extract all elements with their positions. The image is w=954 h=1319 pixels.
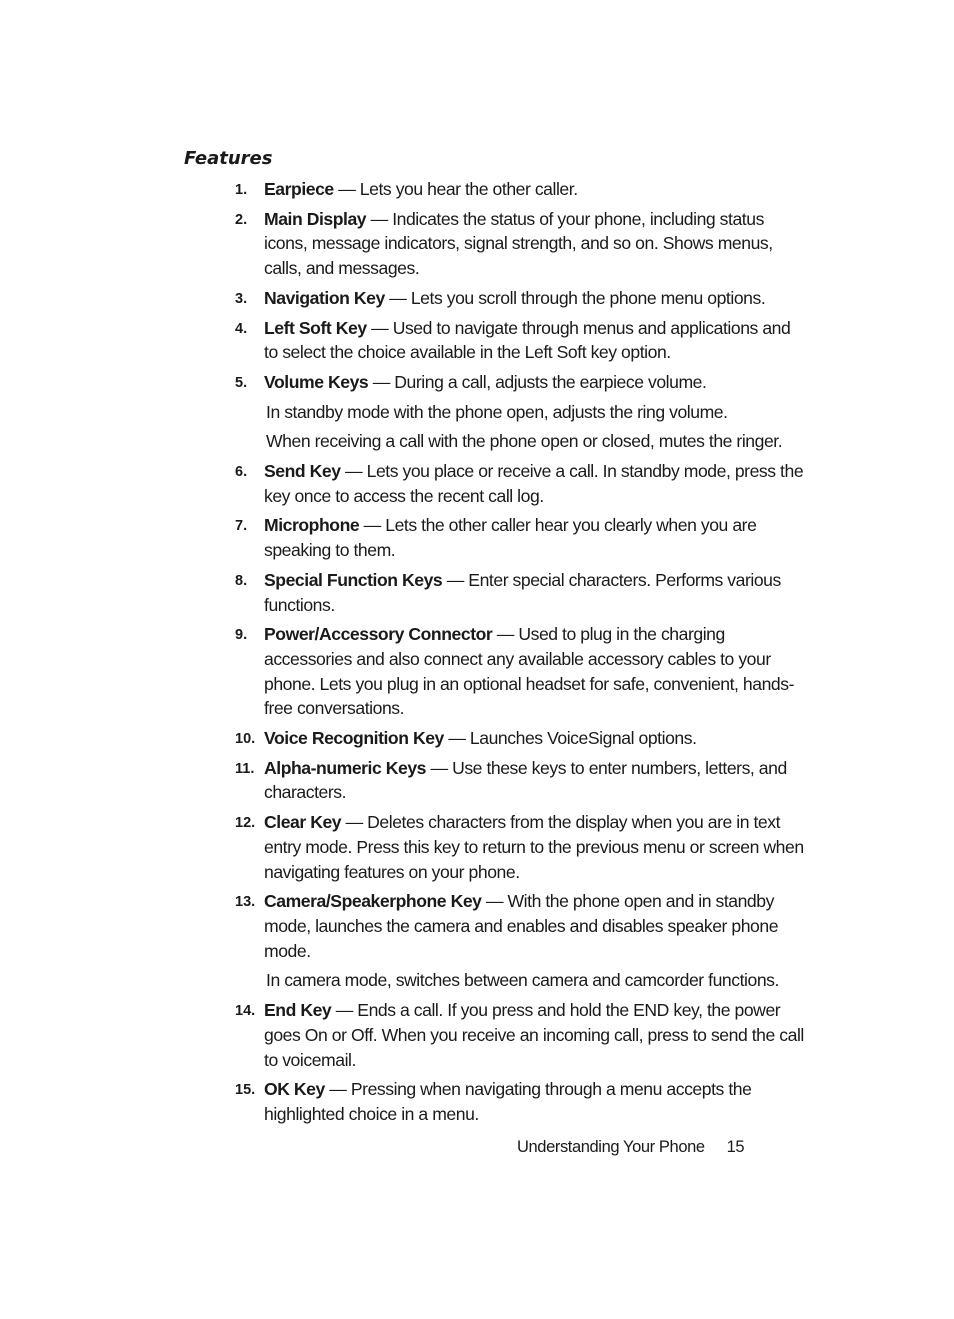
- item-number: 7.: [235, 518, 248, 535]
- item-term: OK Key: [264, 1079, 325, 1100]
- footer-chapter: Understanding Your Phone: [517, 1138, 705, 1156]
- list-item: [235, 370, 805, 454]
- page-footer: [517, 1136, 744, 1158]
- item-description: Lets the other caller hear you clearly when you are speaking to them.: [264, 515, 757, 561]
- item-text: Power/Accessory Connector — Used to plug in the charging accessories and also connect any available accessory cables to your phone. Lets you plug in an optional headset for safe, convenient, hands-free conversations.: [264, 624, 795, 719]
- item-number: 2.: [235, 211, 248, 228]
- list-item: [235, 316, 805, 365]
- list-item: [235, 622, 805, 721]
- list-item: [235, 810, 805, 884]
- list-item: [235, 889, 805, 993]
- item-description: During a call, adjusts the earpiece volume.: [394, 371, 707, 392]
- item-description: Deletes characters from the display when you are in text entry mode. Press this key to return to the previous menu or screen when navigating features on your phone.: [264, 812, 804, 882]
- list-item: [235, 998, 805, 1072]
- item-text: Alpha-numeric Keys — Use these keys to enter numbers, letters, and characters.: [264, 757, 787, 803]
- item-description: Lets you place or receive a call. In standby mode, press the key once to access the recent call log.: [264, 461, 804, 506]
- item-description: Ends a call. If you press and hold the END key, the power goes On or Off. When you receive an incoming call, press to send the call to voicemail.: [264, 1000, 804, 1070]
- item-number: 6.: [235, 464, 248, 481]
- item-number: 13.: [235, 894, 256, 911]
- page-number: 15: [726, 1138, 745, 1156]
- item-text: Camera/Speakerphone Key — With the phone open and in standby mode, launches the camera and enables and disables speaker phone mode.: [264, 891, 779, 961]
- item-term: Navigation Key: [264, 287, 385, 308]
- item-term: Microphone: [264, 515, 360, 536]
- item-text: Navigation Key — Lets you scroll through the phone menu options.: [264, 287, 766, 308]
- item-term: Camera/Speakerphone Key: [264, 891, 482, 912]
- item-number: 15.: [235, 1082, 256, 1099]
- item-term: Send Key: [264, 461, 341, 482]
- list-item: [235, 286, 805, 311]
- item-number: 8.: [235, 572, 248, 589]
- list-item: [235, 1077, 805, 1126]
- feature-list: [235, 177, 805, 1132]
- item-text: OK Key — Pressing when navigating through a menu accepts the highlighted choice in a menu.: [264, 1079, 752, 1124]
- item-text: Microphone — Lets the other caller hear you clearly when you are speaking to them.: [264, 515, 757, 561]
- item-number: 14.: [235, 1003, 256, 1020]
- item-term: End Key: [264, 1000, 332, 1021]
- item-text: Clear Key — Deletes characters from the display when you are in text entry mode. Press this key to return to the previous menu or screen when navigating features on your phone.: [264, 812, 804, 882]
- list-item: [235, 756, 805, 805]
- item-number: 5.: [235, 374, 248, 391]
- list-item: [235, 459, 805, 508]
- item-text: Earpiece — Lets you hear the other caller.: [264, 179, 578, 199]
- item-extra-note: In standby mode with the phone open, adjusts the ring volume.: [266, 401, 728, 422]
- item-description: Use these keys to enter numbers, letters, and characters.: [264, 757, 787, 803]
- list-item: [235, 177, 805, 202]
- item-number: 3.: [235, 290, 248, 307]
- item-term: Clear Key: [264, 812, 342, 833]
- section-title: Features: [184, 148, 273, 169]
- item-description: Used to plug in the charging accessories and also connect any available accessory cables to your phone. Lets you plug in an optional headset for safe, convenient, hands-free conversations.: [264, 624, 795, 719]
- item-term: Power/Accessory Connector: [264, 624, 493, 645]
- item-number: 4.: [235, 320, 248, 337]
- item-text: Main Display — Indicates the status of your phone, including status icons, message indicators, signal strength, and so on. Shows menus, calls, and messages.: [264, 208, 773, 279]
- item-extra-note: When receiving a call with the phone open or closed, mutes the ringer.: [266, 431, 783, 452]
- item-term: Voice Recognition Key: [264, 728, 444, 749]
- item-number: 10.: [235, 731, 256, 748]
- list-item: [235, 568, 805, 617]
- item-term: Alpha-numeric Keys: [264, 757, 427, 778]
- item-text: Special Function Keys — Enter special characters. Performs various functions.: [264, 569, 781, 615]
- list-item: [235, 726, 805, 751]
- item-number: 9.: [235, 627, 248, 644]
- item-text: Volume Keys — During a call, adjusts the earpiece volume.: [264, 371, 707, 392]
- item-description: Lets you hear the other caller.: [359, 179, 578, 199]
- item-description: With the phone open and in standby mode, launches the camera and enables and disables speaker phone mode.: [264, 891, 779, 961]
- list-item: [235, 207, 805, 281]
- list-item: [235, 513, 805, 562]
- item-term: Volume Keys: [264, 371, 369, 392]
- item-description: Indicates the status of your phone, including status icons, message indicators, signal strength, and so on. Shows menus, calls, and messages.: [264, 208, 773, 279]
- item-number: 12.: [235, 815, 256, 832]
- item-term: Left Soft Key: [264, 317, 367, 338]
- item-description: Enter special characters. Performs various functions.: [264, 569, 781, 615]
- item-term: Earpiece: [264, 179, 334, 199]
- item-text: Send Key — Lets you place or receive a call. In standby mode, press the key once to access the recent call log.: [264, 461, 804, 506]
- item-description: Used to navigate through menus and applications and to select the choice available in the Left Soft key option.: [264, 317, 791, 363]
- item-description: Launches VoiceSignal options.: [469, 728, 697, 749]
- item-description: Pressing when navigating through a menu accepts the highlighted choice in a menu.: [264, 1079, 752, 1124]
- item-text: End Key — Ends a call. If you press and hold the END key, the power goes On or Off. When you receive an incoming call, press to send the call to voicemail.: [264, 1000, 804, 1070]
- item-description: Lets you scroll through the phone menu options.: [410, 287, 766, 308]
- item-text: Voice Recognition Key — Launches VoiceSignal options.: [264, 728, 697, 749]
- item-term: Main Display: [264, 208, 367, 229]
- item-number: 11.: [235, 760, 255, 777]
- item-text: Left Soft Key — Used to navigate through menus and applications and to select the choice available in the Left Soft key option.: [264, 317, 791, 363]
- item-extra-note: In camera mode, switches between camera and camcorder functions.: [266, 970, 779, 991]
- item-number: 1.: [235, 182, 248, 198]
- item-term: Special Function Keys: [264, 569, 443, 590]
